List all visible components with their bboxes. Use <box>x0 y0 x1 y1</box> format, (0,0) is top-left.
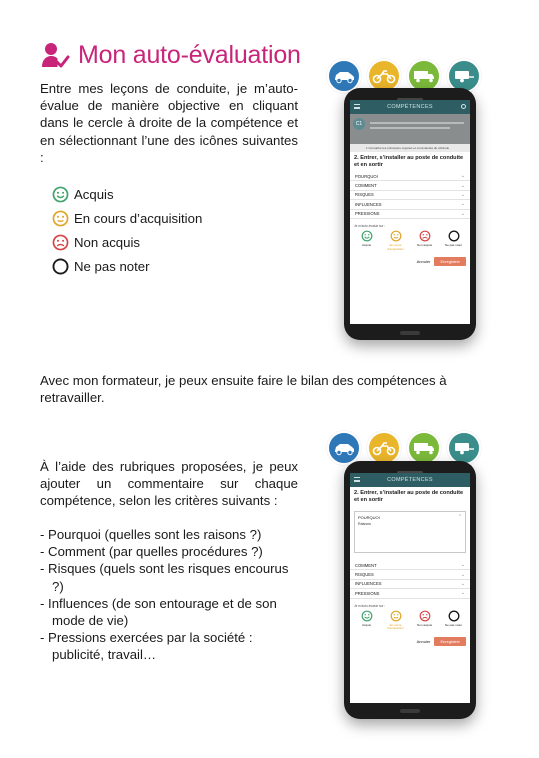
accordion-influences[interactable]: INFLUENCES ⌄ <box>350 580 470 589</box>
menu-icon[interactable] <box>354 477 360 482</box>
motorcycle-icon <box>367 431 401 465</box>
list-item: - Comment (par quelles procédures ?) <box>40 544 263 560</box>
competence-badge: C1 <box>353 118 365 130</box>
rating-label: Je m'auto-évalue sur : <box>354 603 386 608</box>
app-title: COMPÉTENCES <box>387 477 433 483</box>
app-bar <box>350 473 470 487</box>
legend-item-en-cours <box>52 206 202 230</box>
rating-ne-pas-noter[interactable]: Ne pas noter <box>443 230 465 251</box>
list-item: - Pressions exercées par la société : publicité, travail… <box>40 630 253 663</box>
happy-face-icon <box>361 230 373 242</box>
accordion-pourquoi[interactable]: POURQUOI ⌄ <box>350 172 470 181</box>
legend-item-acquis <box>52 182 202 206</box>
truck-icon <box>407 431 441 465</box>
phone-screen-1 <box>350 100 470 324</box>
form-actions <box>350 631 470 650</box>
title-text: Mon auto-évaluation <box>78 40 301 69</box>
accordion-pressions[interactable]: PRESSIONS ⌄ <box>350 210 470 219</box>
home-button <box>400 331 420 335</box>
sad-face-icon <box>52 234 69 251</box>
rating-ne-pas-noter[interactable]: Ne pas noter <box>443 610 465 631</box>
sad-face-icon <box>419 610 431 622</box>
cancel-button[interactable]: Annuler <box>416 259 431 265</box>
save-button[interactable]: Enregistrer <box>434 637 466 646</box>
car-icon <box>327 431 361 465</box>
criteria-list <box>40 526 302 664</box>
rating-legend <box>52 182 202 278</box>
accordion-influences[interactable]: INFLUENCES ⌄ <box>350 200 470 209</box>
chevron-down-icon: ⌄ <box>460 210 465 217</box>
step-line: 1 Connaître les principaux organes et commandes du véhicule <box>350 144 470 152</box>
page-title <box>40 38 301 72</box>
chevron-down-icon: ⌄ <box>460 571 465 578</box>
accordion-pressions[interactable]: PRESSIONS ⌄ <box>350 589 470 598</box>
rating-en-cours[interactable]: En cours d'acquisition <box>385 230 407 251</box>
accordion-comment[interactable]: COMMENT ⌄ <box>350 561 470 570</box>
chevron-down-icon: ⌄ <box>460 173 465 180</box>
app-bar <box>350 100 470 114</box>
menu-icon[interactable] <box>354 104 360 109</box>
phone-mockup-1 <box>344 88 476 340</box>
happy-face-icon <box>361 610 373 622</box>
vehicle-icons-bottom <box>327 431 487 465</box>
rating-options <box>350 230 470 251</box>
list-item: - Risques (quels sont les risques encourus ?) <box>40 561 289 594</box>
form-actions <box>350 251 470 270</box>
user-check-icon <box>40 40 70 70</box>
list-item: - Pourquoi (quelles sont les raisons ?) <box>40 527 262 542</box>
competence-heading: 2. Entrer, s’installer au poste de conduite et en sortir <box>354 490 464 503</box>
neutral-face-icon <box>52 210 69 227</box>
app-title: COMPÉTENCES <box>387 104 433 110</box>
competence-heading: 2. Entrer, s’installer au poste de conduite et en sortir <box>354 155 464 168</box>
accordion-risques[interactable]: RISQUES ⌄ <box>350 191 470 200</box>
legend-item-ne-pas-noter <box>52 254 202 278</box>
cancel-button[interactable]: Annuler <box>416 638 431 644</box>
rating-label: Je m'auto-évalue sur : <box>354 223 386 228</box>
legend-item-non-acquis <box>52 230 202 254</box>
phone-mockup-2 <box>344 461 476 719</box>
list-item: - Influences (de son entourage et de son mode de vie) <box>40 595 277 629</box>
legend-label: Non acquis <box>74 234 140 250</box>
trailer-icon <box>447 431 481 465</box>
rating-acquis[interactable]: Acquis <box>356 610 378 631</box>
chevron-down-icon: ⌄ <box>460 182 465 189</box>
power-icon[interactable] <box>461 104 466 109</box>
empty-circle-icon <box>448 610 460 622</box>
intro-paragraph: Entre mes leçons de conduite, je m’auto-évalue de manière objective en cliquant dans le cercle à droite de la compétence et en sélectionnant l’une des icônes suivantes : <box>40 81 298 165</box>
phone-screen-2 <box>350 473 470 703</box>
dimmed-background <box>350 114 470 152</box>
chevron-down-icon: ⌄ <box>460 580 465 587</box>
neutral-face-icon <box>390 230 402 242</box>
save-button[interactable]: Enregistrer <box>434 257 466 266</box>
empty-circle-icon <box>52 258 69 275</box>
rating-non-acquis[interactable]: Non acquis <box>414 610 436 631</box>
rating-non-acquis[interactable]: Non acquis <box>414 230 436 251</box>
rating-options <box>350 610 470 631</box>
chevron-down-icon: ⌄ <box>460 201 465 208</box>
neutral-face-icon <box>390 610 402 622</box>
home-button <box>400 709 420 713</box>
chevron-up-icon: ⌃ <box>457 514 462 520</box>
empty-circle-icon <box>448 230 460 242</box>
happy-face-icon <box>52 186 69 203</box>
middle-paragraph: Avec mon formateur, je peux ensuite faire le bilan des compétences à retravailler. <box>40 373 447 406</box>
legend-label: Ne pas noter <box>74 258 150 274</box>
chevron-down-icon: ⌄ <box>460 191 465 198</box>
legend-label: En cours d’acquisition <box>74 210 203 226</box>
legend-label: Acquis <box>74 186 114 202</box>
sad-face-icon <box>419 230 431 242</box>
chevron-down-icon: ⌄ <box>460 562 465 569</box>
rating-en-cours[interactable]: En cours d'acquisition <box>385 610 407 631</box>
accordion-comment[interactable]: COMMENT ⌄ <box>350 181 470 190</box>
comment-paragraph: À l’aide des rubriques proposées, je peux ajouter un commentaire sur chaque compétence, selon les critères suivants : <box>40 459 298 509</box>
accordion-risques[interactable]: RISQUES ⌄ <box>350 570 470 579</box>
chevron-down-icon: ⌄ <box>460 590 465 597</box>
rating-acquis[interactable]: Acquis <box>356 230 378 251</box>
comment-textarea[interactable]: POURQUOI ⌃ Raisons <box>354 511 466 553</box>
